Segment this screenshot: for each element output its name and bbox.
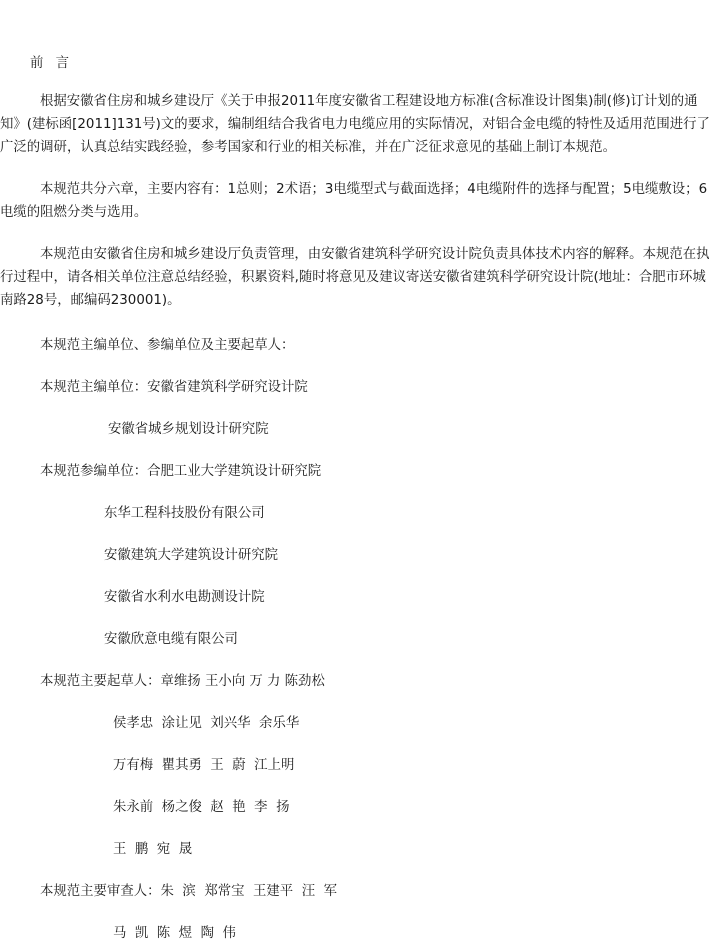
paragraph-basis-text: 根据安徽省住房和城乡建设厅《关于申报2011年度安徽省工程建设地方标准(含标准设计图集)制(修)订计划的通知》(建标函[2011]131号)文的要求，编制组结合我省电力电缆应用的实际情况，对铝合金电缆的特性及适用范围进行了广泛的调研，认真总结实践经验，参考国家和行业的相关标准，并在广泛征求意见的基础上制订本规范。 (0, 94, 710, 155)
drafters-names: 王 鹏 宛 晟 (113, 842, 193, 857)
drafters-names: 朱永前 杨之俊 赵 艳 李 扬 (113, 800, 290, 815)
chief-editor-line (40, 376, 308, 395)
drafters-names: 侯孝忠 涂让见 刘兴华 余乐华 (113, 716, 300, 731)
paragraph-management (0, 243, 714, 312)
paragraph-contents (0, 178, 714, 224)
chief-editor-name: 安徽省建筑科学研究设计院 (147, 380, 308, 395)
drafters-label: 本规范主要起草人： (40, 674, 161, 689)
co-editor-name: 安徽欣意电缆有限公司 (104, 632, 238, 647)
drafters-line (40, 670, 325, 689)
section-heading: 前 言 (30, 56, 74, 71)
drafters-names: 章维扬 王小向 万 力 陈劲松 (160, 674, 325, 689)
co-editor-line (40, 460, 321, 479)
chief-editor-label: 本规范主编单位： (40, 380, 148, 395)
chief-editor-name: 安徽省城乡规划设计研究院 (108, 422, 269, 437)
paragraph-basis (0, 90, 714, 159)
reviewers-names: 马 凯 陈 煜 陶 伟 (113, 926, 236, 941)
reviewers-names: 朱 滨 郑常宝 王建平 汪 军 (160, 884, 337, 899)
reviewers-label: 本规范主要审查人： (40, 884, 161, 899)
co-editor-name: 合肥工业大学建筑设计研究院 (147, 464, 322, 479)
co-editor-name: 安徽建筑大学建筑设计研究院 (104, 548, 279, 563)
units-intro: 本规范主编单位、参编单位及主要起草人： (40, 338, 295, 353)
drafters-names: 万有梅 瞿其勇 王 蔚 江上明 (113, 758, 295, 773)
paragraph-management-text: 本规范由安徽省住房和城乡建设厅负责管理，由安徽省建筑科学研究设计院负责具体技术内容的解释。本规范在执行过程中，请各相关单位注意总结经验，积累资料,随时将意见及建议寄送安徽省建筑科学研究设计院(地址：合肥市环城南路28号，邮编码230001)。 (0, 247, 710, 308)
reviewers-line (40, 880, 337, 899)
paragraph-contents-text: 本规范共分六章，主要内容有：1总则；2术语；3电缆型式与截面选择；4电缆附件的选择与配置；5电缆敷设；6电缆的阻燃分类与选用。 (0, 182, 708, 220)
co-editor-name: 安徽省水利水电勘测设计院 (104, 590, 265, 605)
co-editor-label: 本规范参编单位： (40, 464, 148, 479)
co-editor-name: 东华工程科技股份有限公司 (104, 506, 265, 521)
